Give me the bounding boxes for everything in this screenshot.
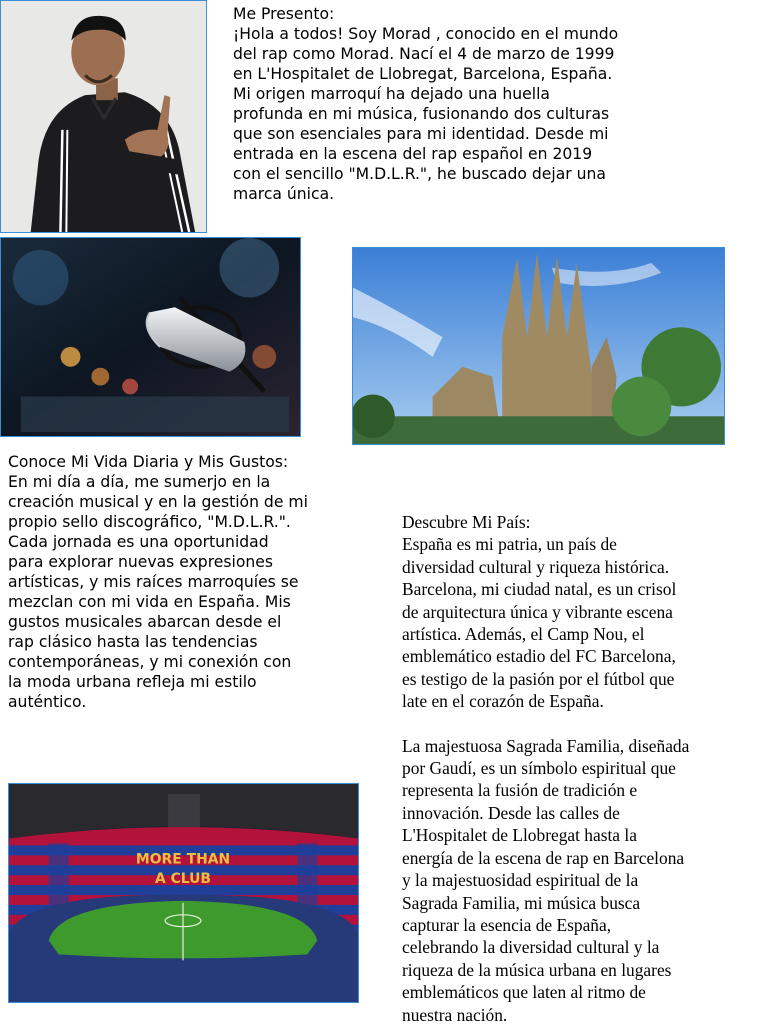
country-heading: Descubre Mi País: (402, 512, 531, 532)
camp-nou-photo (8, 783, 359, 1003)
daily-life-text: En mi día a día, me sumerjo en la creación musical y en la gestión de mi propio sello discográfico, "M.D.L.R.". Cada jornada es una oportunidad para explorar nuevas expresiones artísticas, y mis raíces marroquíes se mezclan con mi vida en España. Mis gustos musicales abarcan desde el rap clásico hasta las tendencias contemporáneas, y mi conexión con la moda urbana refleja mi estilo auténtico. (8, 473, 308, 711)
country-section (402, 511, 752, 1026)
sagrada-familia-photo (352, 247, 725, 445)
daily-life-section (8, 452, 368, 712)
intro-text: ¡Hola a todos! Soy Morad , conocido en el mundo del rap como Morad. Nací el 4 de marzo de 1999 en L'Hospitalet de Llobregat, Barcelona, España. Mi origen marroquí ha dejado una huella profunda en mi música, fusionando dos culturas que son esenciales para mi identidad. Desde mi entrada en la escena del rap español en 2019 con el sencillo "M.D.L.R.", he buscado dejar una marca única. (233, 25, 619, 203)
portrait-photo (0, 0, 207, 233)
stadium-banner-line2: A CLUB (154, 871, 212, 888)
stadium-banner-line1: MORE THAN (135, 851, 231, 868)
intro-heading: Me Presento: (233, 5, 335, 23)
country-text-1: España es mi patria, un país de diversidad cultural y riqueza histórica. Barcelona, mi ciudad natal, es un crisol de arquitectura única y vibrante escena artística. Además, el Camp Nou, el emblemático estadio del FC Barcelona, es testigo de la pasión por el fútbol que late en el corazón de España. (402, 534, 677, 712)
microphone-photo (0, 237, 301, 437)
daily-life-heading: Conoce Mi Vida Diaria y Mis Gustos: (8, 453, 289, 471)
intro-section (233, 4, 703, 204)
country-text-2: La majestuosa Sagrada Familia, diseñada por Gaudí, es un símbolo espiritual que representa la fusión de tradición e innovación. Desde las calles de L'Hospitalet de Llobregat hasta la energía de la escena de rap en Barcelona y la majestuosidad espiritual de la Sagrada Familia, mi música busca capturar la esencia de España, celebrando la diversidad cultural y la riqueza de la música urbana en lugares emblemáticos que laten al ritmo de nuestra nación. (402, 735, 690, 1025)
